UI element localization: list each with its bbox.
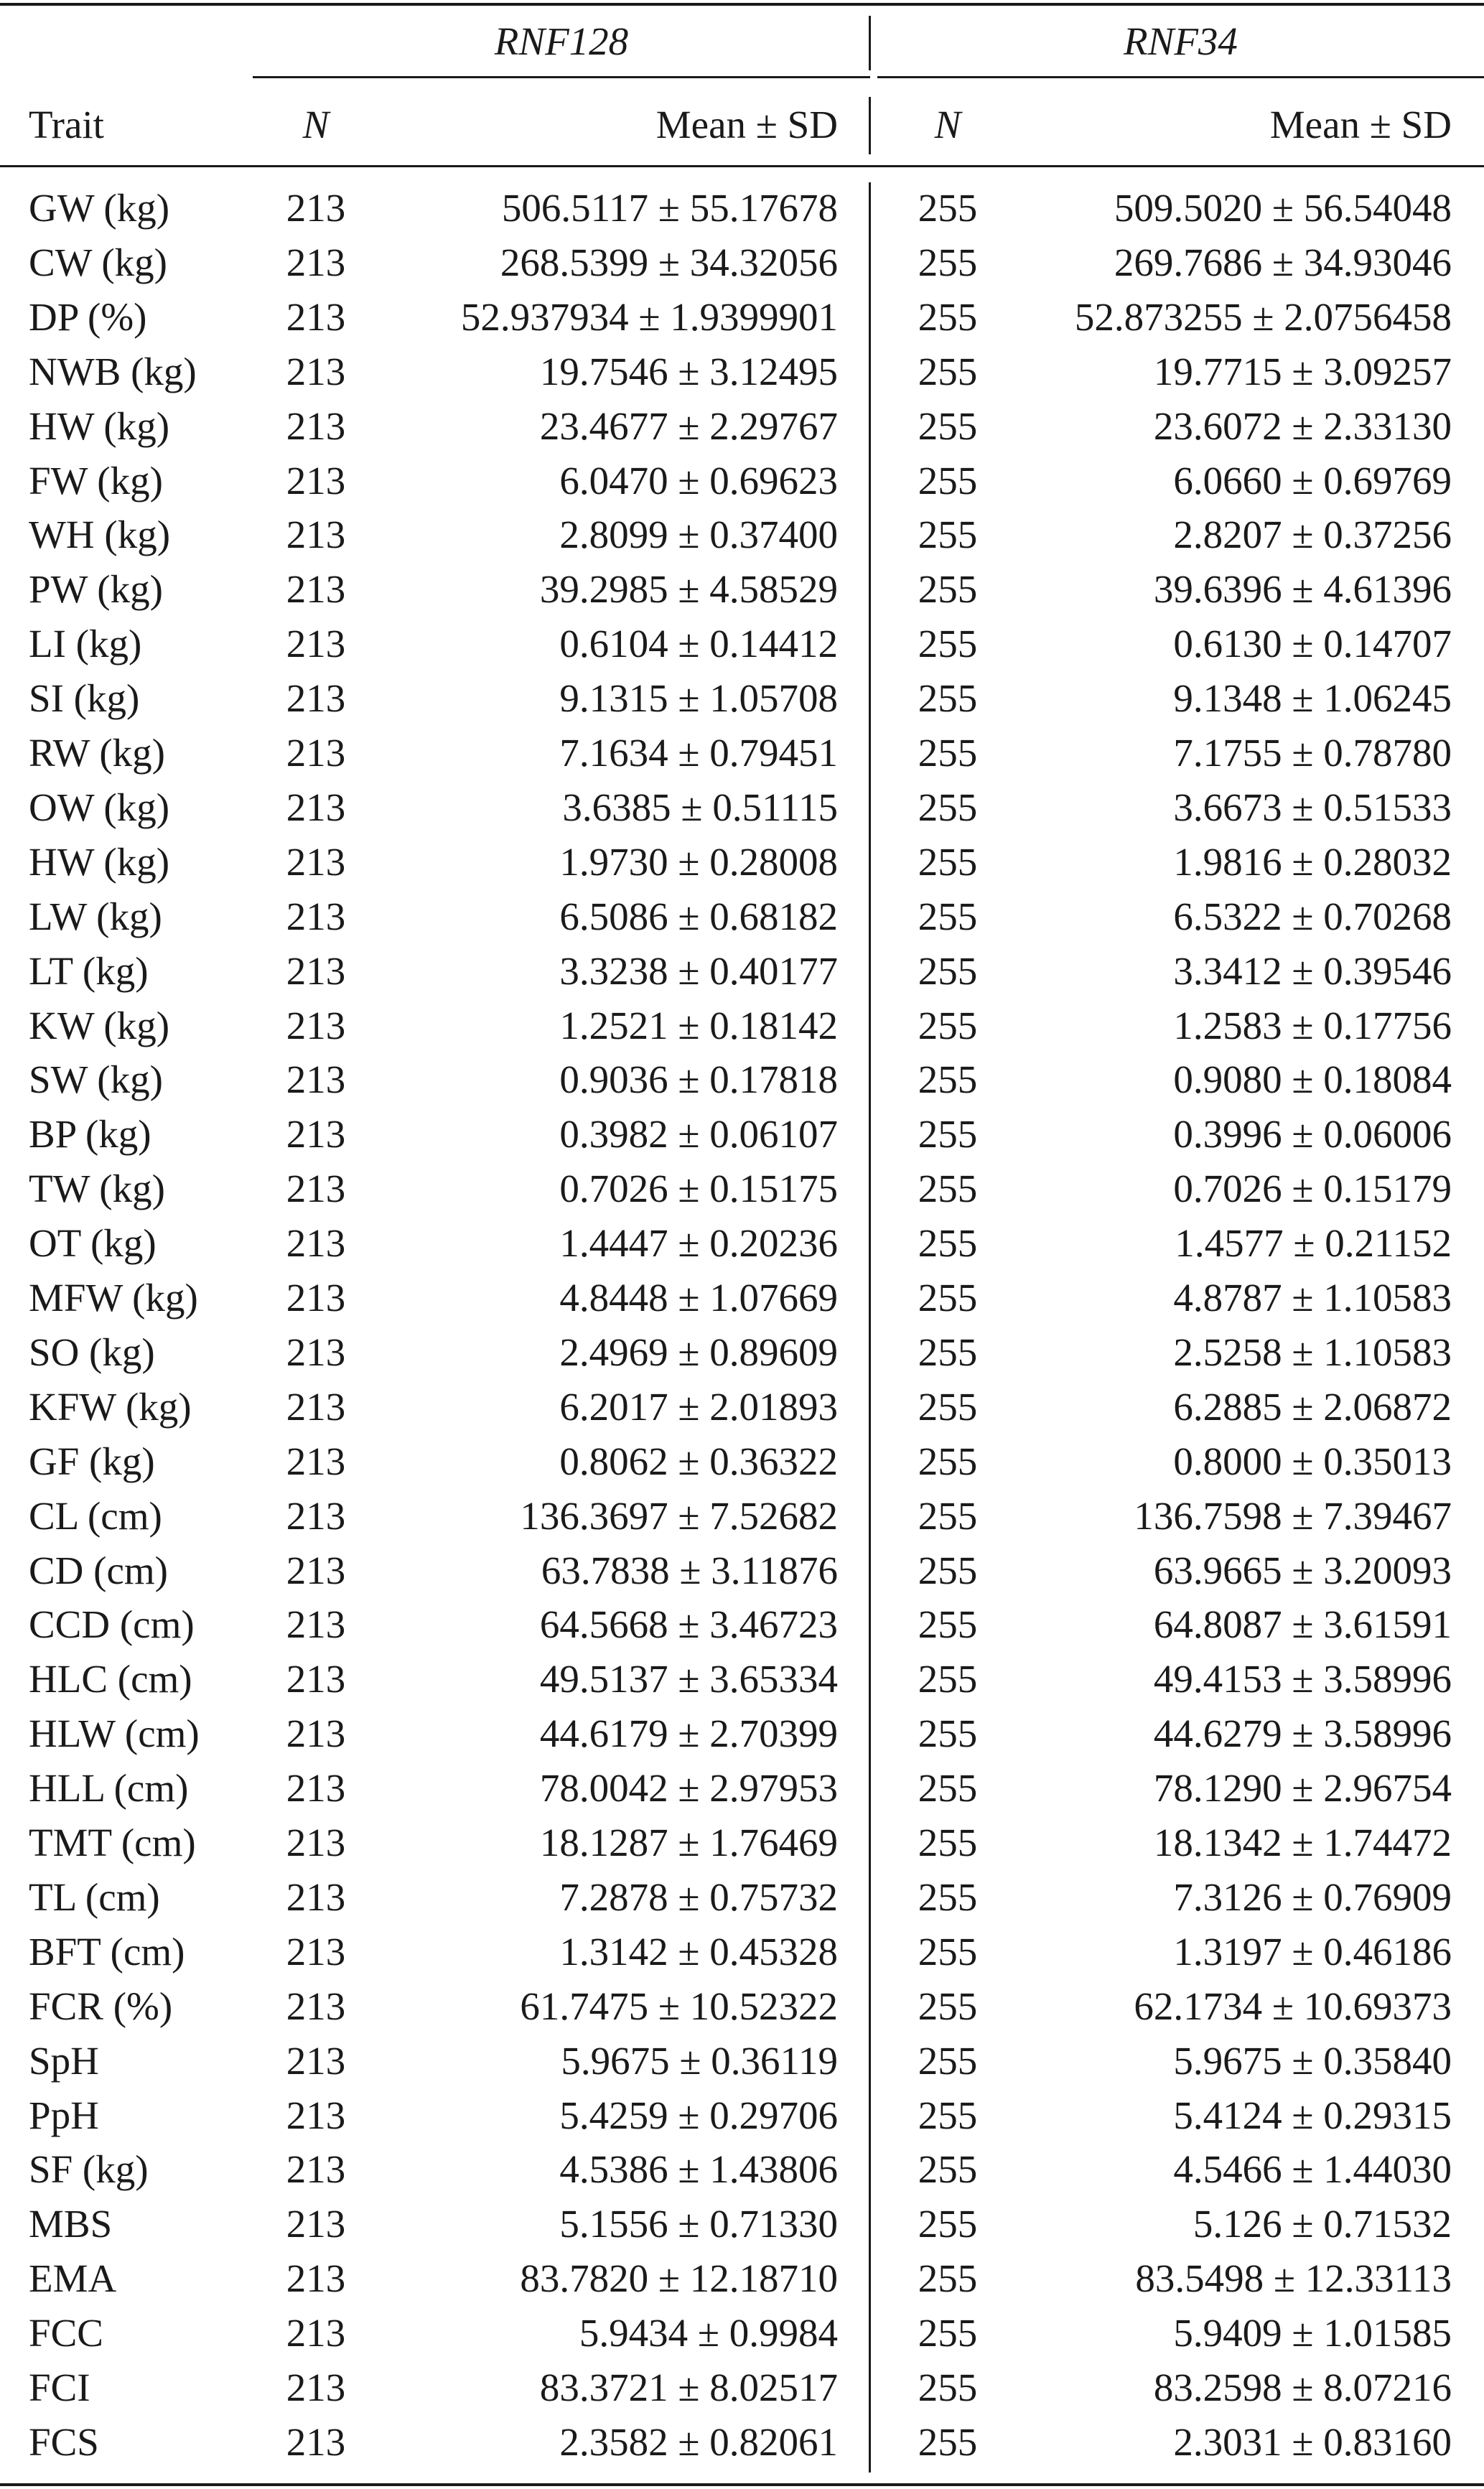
mean-sd-cell-rnf128: 0.6104 ± 0.14412: [559, 622, 838, 666]
n-cell-rnf34: 255: [918, 2202, 978, 2246]
mean-sd-cell-rnf34: 5.4124 ± 0.29315: [1173, 2093, 1452, 2137]
table-row: [0, 780, 1484, 835]
table-row: [0, 671, 1484, 726]
n-cell-rnf128: 213: [286, 1003, 346, 1047]
mean-sd-cell-rnf34: 19.7715 ± 3.09257: [1153, 349, 1452, 393]
n-cell-rnf34: 255: [918, 2256, 978, 2301]
mean-sd-cell-rnf128: 1.9730 ± 0.28008: [559, 839, 838, 884]
table-row: [0, 1816, 1484, 1870]
n-cell-rnf34: 255: [918, 1657, 978, 1701]
n-cell-rnf34: 255: [918, 349, 978, 393]
n-cell-rnf128: 213: [286, 513, 346, 557]
n-cell-rnf34: 255: [918, 948, 978, 993]
mean-sd-cell-rnf128: 9.1315 ± 1.05708: [559, 676, 838, 721]
n-cell-rnf34: 255: [918, 294, 978, 339]
group-header-rnf34: RNF34: [1124, 19, 1238, 63]
mean-sd-cell-rnf128: 64.5668 ± 3.46723: [539, 1602, 838, 1647]
mean-sd-cell-rnf34: 9.1348 ± 1.06245: [1173, 676, 1452, 721]
trait-cell: PpH: [29, 2093, 99, 2137]
n-cell-rnf34: 255: [918, 2038, 978, 2083]
mean-sd-cell-rnf34: 7.1755 ± 0.78780: [1173, 731, 1452, 775]
table-row: [0, 1162, 1484, 1216]
n-cell-rnf34: 255: [918, 1712, 978, 1756]
trait-cell: HLW (cm): [29, 1712, 200, 1756]
table-row: [0, 1597, 1484, 1652]
table-row: [0, 1489, 1484, 1544]
n-cell-rnf128: 213: [286, 2147, 346, 2192]
mean-sd-cell-rnf128: 5.1556 ± 0.71330: [559, 2202, 838, 2246]
table-row: [0, 2360, 1484, 2415]
table-row: [0, 1325, 1484, 1380]
mean-sd-cell-rnf128: 0.8062 ± 0.36322: [559, 1439, 838, 1483]
trait-cell: CL (cm): [29, 1493, 162, 1538]
n-cell-rnf34: 255: [918, 785, 978, 829]
mean-sd-cell-rnf34: 18.1342 ± 1.74472: [1153, 1821, 1452, 1864]
n-cell-rnf128: 213: [286, 1984, 346, 2028]
mean-sd-cell-rnf128: 2.4969 ± 0.89609: [559, 1330, 838, 1374]
n-cell-rnf128: 213: [286, 2202, 346, 2246]
mean-sd-cell-rnf128: 5.9434 ± 0.9984: [579, 2311, 838, 2355]
n-cell-rnf128: 213: [286, 294, 346, 339]
trait-cell: GF (kg): [29, 1439, 155, 1483]
n-cell-rnf34: 255: [918, 1167, 978, 1211]
mean-sd-cell-rnf34: 52.873255 ± 2.0756458: [1074, 294, 1452, 339]
mean-sd-cell-rnf128: 4.5386 ± 1.43806: [559, 2147, 838, 2192]
table-row: [0, 399, 1484, 454]
mean-sd-cell-rnf128: 6.2017 ± 2.01893: [559, 1384, 838, 1429]
n-cell-rnf34: 255: [918, 513, 978, 557]
trait-cell: WH (kg): [29, 513, 171, 557]
mean-sd-cell-rnf128: 23.4677 ± 2.29767: [539, 403, 838, 448]
mean-sd-cell-rnf34: 3.6673 ± 0.51533: [1173, 785, 1452, 829]
mean-sd-cell-rnf34: 0.7026 ± 0.15179: [1173, 1167, 1452, 1211]
mean-sd-cell-rnf34: 62.1734 ± 10.69373: [1134, 1984, 1452, 2028]
column-header-mean-rnf34: Mean ± SD: [1269, 103, 1452, 146]
trait-cell: SW (kg): [29, 1057, 163, 1102]
trait-cell: FCI: [29, 2366, 90, 2409]
n-cell-rnf34: 255: [918, 2147, 978, 2192]
n-cell-rnf34: 255: [918, 839, 978, 884]
n-cell-rnf34: 255: [918, 1330, 978, 1374]
n-cell-rnf34: 255: [918, 731, 978, 775]
trait-cell: GW (kg): [29, 186, 170, 230]
n-cell-rnf128: 213: [286, 731, 346, 775]
mean-sd-cell-rnf34: 1.9816 ± 0.28032: [1173, 839, 1452, 884]
mean-sd-cell-rnf34: 509.5020 ± 56.54048: [1114, 186, 1452, 230]
mean-sd-cell-rnf34: 39.6396 ± 4.61396: [1153, 567, 1452, 612]
mean-sd-cell-rnf34: 83.2598 ± 8.07216: [1153, 2366, 1452, 2409]
group-rule-rnf128: [253, 76, 870, 78]
n-cell-rnf34: 255: [918, 1493, 978, 1538]
table-row: [0, 2142, 1484, 2197]
n-cell-rnf34: 255: [918, 1984, 978, 2028]
mean-sd-cell-rnf128: 0.7026 ± 0.15175: [559, 1167, 838, 1211]
trait-cell: BFT (cm): [29, 1929, 185, 1974]
trait-cell: DP (%): [29, 294, 147, 339]
mean-sd-cell-rnf34: 0.8000 ± 0.35013: [1173, 1439, 1452, 1483]
mean-sd-cell-rnf128: 0.3982 ± 0.06107: [559, 1112, 838, 1157]
mean-sd-cell-rnf34: 136.7598 ± 7.39467: [1134, 1493, 1452, 1538]
mean-sd-cell-rnf128: 0.9036 ± 0.17818: [559, 1057, 838, 1102]
n-cell-rnf34: 255: [918, 894, 978, 938]
n-cell-rnf128: 213: [286, 1057, 346, 1102]
trait-cell: CCD (cm): [29, 1602, 195, 1647]
mean-sd-cell-rnf34: 44.6279 ± 3.58996: [1153, 1712, 1452, 1756]
n-cell-rnf34: 255: [918, 676, 978, 721]
n-cell-rnf128: 213: [286, 1384, 346, 1429]
table-row: [0, 235, 1484, 290]
trait-cell: CD (cm): [29, 1548, 168, 1592]
header-rule: [0, 165, 1484, 167]
n-cell-rnf128: 213: [286, 349, 346, 393]
trait-cell: OT (kg): [29, 1221, 157, 1266]
mean-sd-cell-rnf128: 5.9675 ± 0.36119: [561, 2038, 838, 2083]
table-row: [0, 1052, 1484, 1107]
trait-cell: FW (kg): [29, 458, 163, 503]
n-cell-rnf128: 213: [286, 676, 346, 721]
mean-sd-cell-rnf34: 64.8087 ± 3.61591: [1153, 1602, 1452, 1647]
group-rule-rnf34: [877, 76, 1484, 78]
mean-sd-cell-rnf128: 52.937934 ± 1.9399901: [460, 294, 838, 339]
body-divider: [869, 182, 871, 2472]
n-cell-rnf128: 213: [286, 1167, 346, 1211]
table-row: [0, 1380, 1484, 1434]
table-row: [0, 999, 1484, 1053]
mean-sd-cell-rnf34: 1.4577 ± 0.21152: [1175, 1221, 1452, 1266]
trait-cell: HLL (cm): [29, 1766, 189, 1811]
table-row: [0, 944, 1484, 999]
bottom-rule: [0, 2483, 1484, 2486]
n-cell-rnf128: 213: [286, 1276, 346, 1320]
n-cell-rnf128: 213: [286, 2038, 346, 2083]
mean-sd-cell-rnf34: 7.3126 ± 0.76909: [1173, 1874, 1452, 1919]
mean-sd-cell-rnf128: 7.1634 ± 0.79451: [559, 731, 838, 775]
n-cell-rnf34: 255: [918, 1874, 978, 1919]
mean-sd-cell-rnf128: 506.5117 ± 55.17678: [501, 186, 838, 230]
table-row: [0, 1925, 1484, 1979]
table-row: [0, 889, 1484, 944]
column-header-n-rnf34: N: [934, 103, 961, 146]
trait-cell: NWB (kg): [29, 349, 197, 393]
mean-sd-cell-rnf128: 6.5086 ± 0.68182: [559, 894, 838, 938]
n-cell-rnf34: 255: [918, 240, 978, 284]
mean-sd-cell-rnf128: 83.7820 ± 12.18710: [520, 2256, 838, 2301]
mean-sd-cell-rnf34: 49.4153 ± 3.58996: [1153, 1657, 1452, 1701]
table-row: [0, 562, 1484, 617]
mean-sd-cell-rnf34: 23.6072 ± 2.33130: [1153, 403, 1452, 448]
n-cell-rnf34: 255: [918, 2093, 978, 2137]
mean-sd-cell-rnf34: 3.3412 ± 0.39546: [1173, 948, 1452, 993]
n-cell-rnf34: 255: [918, 2419, 978, 2464]
n-cell-rnf34: 255: [918, 2311, 978, 2355]
mean-sd-cell-rnf128: 83.3721 ± 8.02517: [539, 2366, 838, 2409]
table-row: [0, 2088, 1484, 2143]
table-row: [0, 1216, 1484, 1271]
n-cell-rnf34: 255: [918, 567, 978, 612]
table-row: [0, 1979, 1484, 2034]
trait-cell: LW (kg): [29, 894, 162, 938]
trait-cell: KW (kg): [29, 1003, 170, 1047]
trait-cell: SI (kg): [29, 676, 140, 721]
n-cell-rnf34: 255: [918, 1548, 978, 1592]
mean-sd-cell-rnf128: 7.2878 ± 0.75732: [559, 1874, 838, 1919]
n-cell-rnf128: 213: [286, 1766, 346, 1811]
n-cell-rnf34: 255: [918, 1439, 978, 1483]
n-cell-rnf34: 255: [918, 403, 978, 448]
table-row: [0, 1271, 1484, 1325]
n-cell-rnf34: 255: [918, 1766, 978, 1811]
trait-cell: TMT (cm): [29, 1821, 196, 1864]
n-cell-rnf34: 255: [918, 1057, 978, 1102]
table-row: [0, 2251, 1484, 2306]
table-row: [0, 2197, 1484, 2251]
n-cell-rnf128: 213: [286, 1874, 346, 1919]
mean-sd-cell-rnf128: 78.0042 ± 2.97953: [539, 1766, 838, 1811]
table-row: [0, 1706, 1484, 1761]
n-cell-rnf128: 213: [286, 622, 346, 666]
mean-sd-cell-rnf34: 6.2885 ± 2.06872: [1173, 1384, 1452, 1429]
mean-sd-cell-rnf34: 83.5498 ± 12.33113: [1135, 2256, 1452, 2301]
n-cell-rnf128: 213: [286, 240, 346, 284]
table-row: [0, 1870, 1484, 1925]
mean-sd-cell-rnf34: 2.5258 ± 1.10583: [1173, 1330, 1452, 1374]
n-cell-rnf34: 255: [918, 2366, 978, 2409]
n-cell-rnf34: 255: [918, 1003, 978, 1047]
mean-sd-cell-rnf128: 3.3238 ± 0.40177: [559, 948, 838, 993]
mean-sd-cell-rnf128: 1.3142 ± 0.45328: [559, 1929, 838, 1974]
mean-sd-cell-rnf128: 19.7546 ± 3.12495: [539, 349, 838, 393]
trait-cell: TW (kg): [29, 1167, 165, 1211]
mean-sd-cell-rnf34: 5.9409 ± 1.01585: [1173, 2311, 1452, 2355]
trait-cell: MFW (kg): [29, 1276, 198, 1320]
n-cell-rnf128: 213: [286, 948, 346, 993]
table-row: [0, 835, 1484, 889]
trait-cell: HW (kg): [29, 403, 170, 448]
trait-cell: RW (kg): [29, 731, 165, 775]
mean-sd-cell-rnf34: 2.8207 ± 0.37256: [1173, 513, 1452, 557]
trait-cell: PW (kg): [29, 567, 163, 612]
table-row: [0, 2306, 1484, 2360]
mean-sd-cell-rnf128: 49.5137 ± 3.65334: [539, 1657, 838, 1701]
table-row: [0, 617, 1484, 671]
n-cell-rnf34: 255: [918, 1276, 978, 1320]
trait-cell: MBS: [29, 2202, 113, 2246]
n-cell-rnf128: 213: [286, 1548, 346, 1592]
mean-sd-cell-rnf34: 2.3031 ± 0.83160: [1173, 2419, 1452, 2464]
mean-sd-cell-rnf128: 268.5399 ± 34.32056: [500, 240, 838, 284]
trait-cell: SpH: [29, 2038, 99, 2083]
n-cell-rnf128: 213: [286, 1929, 346, 1974]
mean-sd-cell-rnf34: 4.8787 ± 1.10583: [1173, 1276, 1452, 1320]
n-cell-rnf128: 213: [286, 2093, 346, 2137]
mean-sd-cell-rnf128: 1.4447 ± 0.20236: [559, 1221, 838, 1266]
n-cell-rnf128: 213: [286, 403, 346, 448]
n-cell-rnf128: 213: [286, 567, 346, 612]
n-cell-rnf128: 213: [286, 1112, 346, 1157]
group-divider: [869, 16, 871, 70]
mean-sd-cell-rnf34: 6.0660 ± 0.69769: [1173, 458, 1452, 503]
mean-sd-cell-rnf34: 0.6130 ± 0.14707: [1173, 622, 1452, 666]
column-header-divider: [869, 97, 871, 154]
trait-cell: FCR (%): [29, 1984, 173, 2028]
table-row: [0, 1652, 1484, 1706]
table-row: [0, 454, 1484, 508]
mean-sd-cell-rnf128: 63.7838 ± 3.11876: [541, 1548, 838, 1592]
trait-cell: FCS: [29, 2419, 99, 2464]
column-header-mean-rnf128: Mean ± SD: [655, 103, 838, 146]
mean-sd-cell-rnf128: 39.2985 ± 4.58529: [539, 567, 838, 612]
n-cell-rnf34: 255: [918, 186, 978, 230]
n-cell-rnf128: 213: [286, 2366, 346, 2409]
trait-cell: OW (kg): [29, 785, 170, 829]
trait-cell: LI (kg): [29, 622, 142, 666]
mean-sd-cell-rnf128: 6.0470 ± 0.69623: [559, 458, 838, 503]
table-row: [0, 508, 1484, 562]
trait-cell: EMA: [29, 2256, 117, 2301]
trait-cell: LT (kg): [29, 948, 149, 993]
n-cell-rnf34: 255: [918, 1112, 978, 1157]
trait-cell: SF (kg): [29, 2147, 149, 2192]
n-cell-rnf128: 213: [286, 1712, 346, 1756]
n-cell-rnf34: 255: [918, 1821, 978, 1864]
mean-sd-cell-rnf34: 6.5322 ± 0.70268: [1173, 894, 1452, 938]
mean-sd-cell-rnf34: 0.3996 ± 0.06006: [1173, 1112, 1452, 1157]
mean-sd-cell-rnf34: 5.126 ± 0.71532: [1193, 2202, 1452, 2246]
trait-cell: FCC: [29, 2311, 103, 2355]
n-cell-rnf128: 213: [286, 1493, 346, 1538]
trait-cell: KFW (kg): [29, 1384, 192, 1429]
n-cell-rnf128: 213: [286, 2256, 346, 2301]
mean-sd-cell-rnf128: 5.4259 ± 0.29706: [559, 2093, 838, 2137]
trait-cell: SO (kg): [29, 1330, 155, 1374]
mean-sd-cell-rnf128: 44.6179 ± 2.70399: [539, 1712, 838, 1756]
n-cell-rnf128: 213: [286, 1330, 346, 1374]
mean-sd-cell-rnf34: 1.2583 ± 0.17756: [1173, 1003, 1452, 1047]
n-cell-rnf128: 213: [286, 1821, 346, 1864]
table-row: [0, 1544, 1484, 1598]
n-cell-rnf34: 255: [918, 1384, 978, 1429]
n-cell-rnf128: 213: [286, 2311, 346, 2355]
mean-sd-cell-rnf128: 18.1287 ± 1.76469: [539, 1821, 838, 1864]
mean-sd-cell-rnf34: 4.5466 ± 1.44030: [1173, 2147, 1452, 2192]
table-row: [0, 2415, 1484, 2470]
mean-sd-cell-rnf128: 3.6385 ± 0.51115: [562, 785, 838, 829]
column-header-n-rnf128: N: [302, 103, 330, 146]
column-header-trait: Trait: [29, 103, 104, 146]
table-row: [0, 1434, 1484, 1489]
mean-sd-cell-rnf34: 78.1290 ± 2.96754: [1153, 1766, 1452, 1811]
trait-cell: HLC (cm): [29, 1657, 192, 1701]
n-cell-rnf128: 213: [286, 839, 346, 884]
mean-sd-cell-rnf34: 1.3197 ± 0.46186: [1173, 1929, 1452, 1974]
table-row: [0, 290, 1484, 345]
trait-cell: BP (kg): [29, 1112, 151, 1157]
table-row: [0, 181, 1484, 235]
n-cell-rnf128: 213: [286, 1221, 346, 1266]
group-header-rnf128: RNF128: [494, 19, 629, 63]
n-cell-rnf128: 213: [286, 1439, 346, 1483]
mean-sd-cell-rnf34: 5.9675 ± 0.35840: [1173, 2038, 1452, 2083]
trait-cell: TL (cm): [29, 1874, 160, 1919]
mean-sd-cell-rnf128: 4.8448 ± 1.07669: [559, 1276, 838, 1320]
trait-cell: HW (kg): [29, 839, 170, 884]
n-cell-rnf34: 255: [918, 1602, 978, 1647]
n-cell-rnf128: 213: [286, 1602, 346, 1647]
mean-sd-cell-rnf128: 136.3697 ± 7.52682: [520, 1493, 838, 1538]
n-cell-rnf128: 213: [286, 785, 346, 829]
table-row: [0, 1761, 1484, 1816]
n-cell-rnf34: 255: [918, 622, 978, 666]
mean-sd-cell-rnf128: 2.3582 ± 0.82061: [559, 2419, 838, 2464]
mean-sd-cell-rnf128: 61.7475 ± 10.52322: [520, 1984, 838, 2028]
n-cell-rnf34: 255: [918, 1221, 978, 1266]
table-row: [0, 726, 1484, 780]
top-rule: [0, 3, 1484, 6]
n-cell-rnf128: 213: [286, 1657, 346, 1701]
n-cell-rnf128: 213: [286, 458, 346, 503]
n-cell-rnf128: 213: [286, 894, 346, 938]
mean-sd-cell-rnf34: 63.9665 ± 3.20093: [1153, 1548, 1452, 1592]
n-cell-rnf128: 213: [286, 2419, 346, 2464]
trait-cell: CW (kg): [29, 240, 167, 284]
mean-sd-cell-rnf128: 2.8099 ± 0.37400: [559, 513, 838, 557]
n-cell-rnf128: 213: [286, 186, 346, 230]
table-row: [0, 1107, 1484, 1162]
n-cell-rnf34: 255: [918, 1929, 978, 1974]
table-row: [0, 2034, 1484, 2088]
table-row: [0, 345, 1484, 399]
n-cell-rnf34: 255: [918, 458, 978, 503]
mean-sd-cell-rnf128: 1.2521 ± 0.18142: [559, 1003, 838, 1047]
mean-sd-cell-rnf34: 0.9080 ± 0.18084: [1173, 1057, 1452, 1102]
mean-sd-cell-rnf34: 269.7686 ± 34.93046: [1114, 240, 1452, 284]
